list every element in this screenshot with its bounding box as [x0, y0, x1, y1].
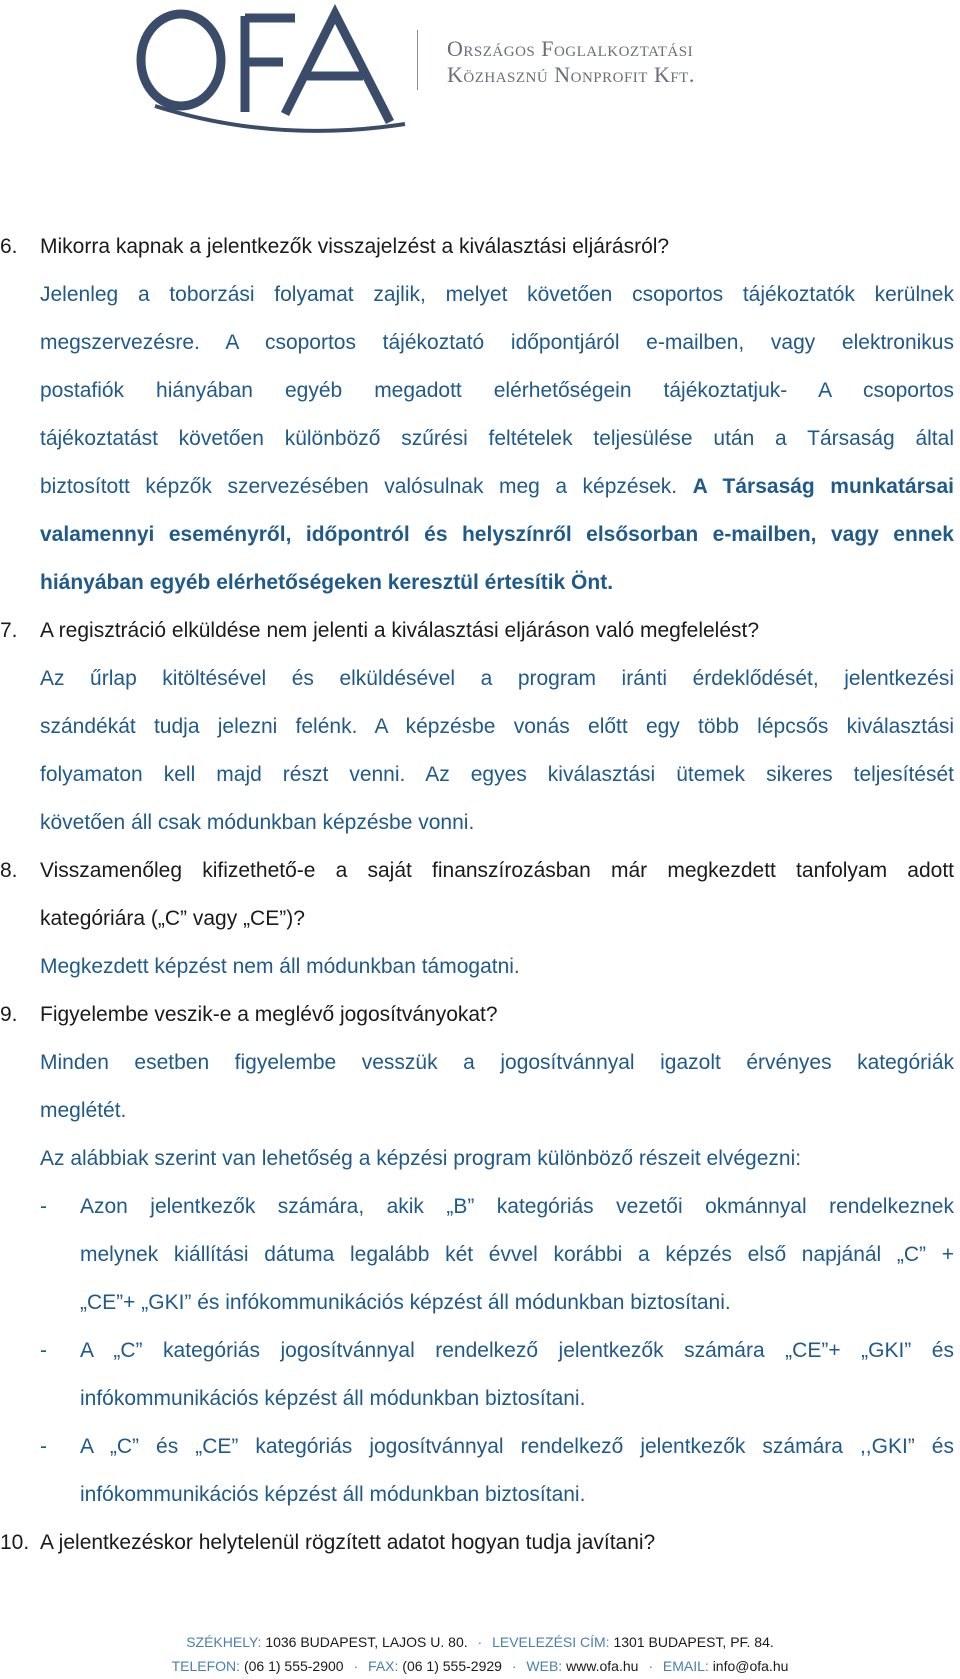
- answer-line: [0, 415, 960, 463]
- logo-letter-f: [245, 16, 295, 112]
- answer-text: Az űrlap kitöltésével és elküldésével a program iránti érdeklődését, jelentkezési: [40, 667, 954, 690]
- answer-text-bold: valamennyi eseményről, időpontról és helyszínről elsősorban e-mailben, vagy ennek: [40, 523, 954, 546]
- bullet-cont: [0, 1279, 960, 1327]
- footer-contact-line: [0, 1654, 960, 1678]
- question-number: 7.: [0, 619, 18, 642]
- footer: [0, 1630, 960, 1678]
- bullet-text: infókommunikációs képzést áll módunkban biztosítani.: [80, 1483, 586, 1506]
- footer-seat-value: 1036 BUDAPEST, LAJOS U. 80.: [265, 1634, 468, 1650]
- answer-text-bold: hiányában egyéb elérhetőségeken keresztül értesítik Önt.: [40, 571, 614, 594]
- question-number: 6.: [0, 235, 18, 258]
- answer-text: szándékát tudja jelezni felénk. A képzésbe vonás előtt egy több lépcsős kiválasztási: [40, 715, 954, 738]
- answer-text: Az alábbiak szerint van lehetőség a képzési program különböző részeit elvégezni:: [40, 1147, 802, 1170]
- footer-web-link[interactable]: www.ofa.hu: [566, 1658, 639, 1674]
- bullet-text: „CE”+ „GKI” és infókommunikációs képzést áll módunkban biztosítani.: [80, 1291, 731, 1314]
- question-text: Visszamenőleg kifizethető-e a saját finanszírozásban már megkezdett tanfolyam adott: [40, 859, 954, 882]
- bullet-dash: -: [40, 1339, 47, 1362]
- bullet-cont: [0, 1471, 960, 1519]
- question-number: 9.: [0, 1003, 18, 1026]
- footer-fax-value: (06 1) 555-2929: [402, 1658, 502, 1674]
- answer-text-mixed: [40, 463, 954, 511]
- answer-line: [0, 1087, 960, 1135]
- bullet-text: Azon jelentkezők számára, akik „B” kategóriás vezetői okmánnyal rendelkeznek: [80, 1195, 954, 1218]
- logo-letter-o: [141, 14, 221, 106]
- answer-line: [0, 703, 960, 751]
- bullet-dash: -: [40, 1195, 47, 1218]
- footer-email-label: EMAIL:: [662, 1658, 709, 1674]
- footer-separator: ·: [353, 1658, 359, 1674]
- answer-line: [0, 1039, 960, 1087]
- question-text: A jelentkezéskor helytelenül rögzített adatot hogyan tudja javítani?: [40, 1531, 656, 1554]
- letterhead: [0, 0, 960, 150]
- footer-separator: ·: [477, 1634, 483, 1650]
- answer-line: [0, 751, 960, 799]
- question-text: Mikorra kapnak a jelentkezők visszajelzést a kiválasztási eljárásról?: [40, 235, 670, 258]
- answer-text-bold: A Társaság munkatársai: [692, 475, 954, 498]
- footer-phone-label: TELEFON:: [171, 1658, 241, 1674]
- org-name-line1: Országos Foglalkoztatási: [447, 36, 694, 61]
- answer-line: [0, 271, 960, 319]
- bullet-item: [0, 1327, 960, 1375]
- bullet-cont: [0, 1375, 960, 1423]
- answer-line: [0, 559, 960, 607]
- org-name-line2: Közhasznú Nonprofit Kft.: [447, 62, 695, 87]
- logo-swoosh: [155, 106, 405, 131]
- footer-email-link[interactable]: info@ofa.hu: [712, 1658, 789, 1674]
- answer-text: folyamaton kell majd részt venni. Az egyes kiválasztási ütemek sikeres teljesítését: [40, 763, 954, 786]
- question-text: kategóriára („C” vagy „CE”)?: [40, 907, 305, 930]
- footer-mail-label: LEVELEZÉSI CÍM:: [492, 1634, 610, 1650]
- question-10: [0, 1519, 960, 1567]
- footer-separator: ·: [511, 1658, 517, 1674]
- question-7: [0, 607, 960, 655]
- answer-line: [0, 463, 960, 511]
- answer-line: [0, 1135, 960, 1183]
- org-name: [447, 36, 695, 88]
- answer-text: postafiók hiányában egyéb megadott elérhetőségein tájékoztatjuk- A csoportos: [40, 379, 954, 402]
- answer-text: biztosított képzők szervezésében valósulnak meg a képzések.: [40, 475, 678, 498]
- footer-address-line: [0, 1630, 960, 1654]
- answer-text: Minden esetben figyelembe vesszük a jogosítvánnyal igazolt érvényes kategóriák: [40, 1051, 954, 1074]
- footer-web-label: WEB:: [526, 1658, 563, 1674]
- bullet-item: [0, 1183, 960, 1231]
- footer-mail-value: 1301 BUDAPEST, PF. 84.: [613, 1634, 774, 1650]
- answer-line: [0, 799, 960, 847]
- question-text: A regisztráció elküldése nem jelenti a kiválasztási eljáráson való megfelelést?: [40, 619, 760, 642]
- footer-fax-label: FAX:: [368, 1658, 399, 1674]
- question-number: 10.: [0, 1531, 30, 1554]
- bullet-text: infókommunikációs képzést áll módunkban biztosítani.: [80, 1387, 586, 1410]
- footer-seat-label: SZÉKHELY:: [186, 1634, 262, 1650]
- bullet-text: A „C” és „CE” kategóriás jogosítvánnyal rendelkező jelentkezők számára ,,GKI” és: [80, 1435, 954, 1458]
- bullet-text: A „C” kategóriás jogosítvánnyal rendelkező jelentkezők számára „CE”+ „GKI” és: [80, 1339, 954, 1362]
- faq-content: [0, 223, 960, 1567]
- answer-text: Jelenleg a toborzási folyamat zajlik, melyet követően csoportos tájékoztatók kerülnek: [40, 283, 954, 306]
- answer-text: tájékoztatást követően különböző szűrési feltételek teljesülése után a Társaság által: [40, 427, 954, 450]
- logo-letter-a: [285, 14, 390, 122]
- answer-line: [0, 319, 960, 367]
- answer-line: [0, 367, 960, 415]
- bullet-dash: -: [40, 1435, 47, 1458]
- bullet-text: melynek kiállítási dátuma legalább két évvel korábbi a képzés első napjánál „C” +: [80, 1243, 954, 1266]
- answer-line: [0, 511, 960, 559]
- answer-text: meglétét.: [40, 1099, 127, 1122]
- question-text: Figyelembe veszik-e a meglévő jogosítványokat?: [40, 1003, 498, 1026]
- footer-separator: ·: [648, 1658, 653, 1674]
- question-6: [0, 223, 960, 271]
- answer-line: [0, 655, 960, 703]
- logo-divider: [417, 30, 418, 90]
- bullet-item: [0, 1423, 960, 1471]
- question-number: 8.: [0, 859, 18, 882]
- footer-phone-value: (06 1) 555-2900: [243, 1658, 344, 1674]
- ofa-logo: [135, 4, 415, 134]
- question-8: [0, 847, 960, 895]
- bullet-cont: [0, 1231, 960, 1279]
- answer-text: Megkezdett képzést nem áll módunkban támogatni.: [40, 955, 520, 978]
- answer-text: megszervezésre. A csoportos tájékoztató időpontjáról e-mailben, vagy elektronikus: [40, 331, 954, 354]
- answer-text: követően áll csak módunkban képzésbe vonni.: [40, 811, 475, 834]
- question-8-cont: [0, 895, 960, 943]
- answer-line: [0, 943, 960, 991]
- question-9: [0, 991, 960, 1039]
